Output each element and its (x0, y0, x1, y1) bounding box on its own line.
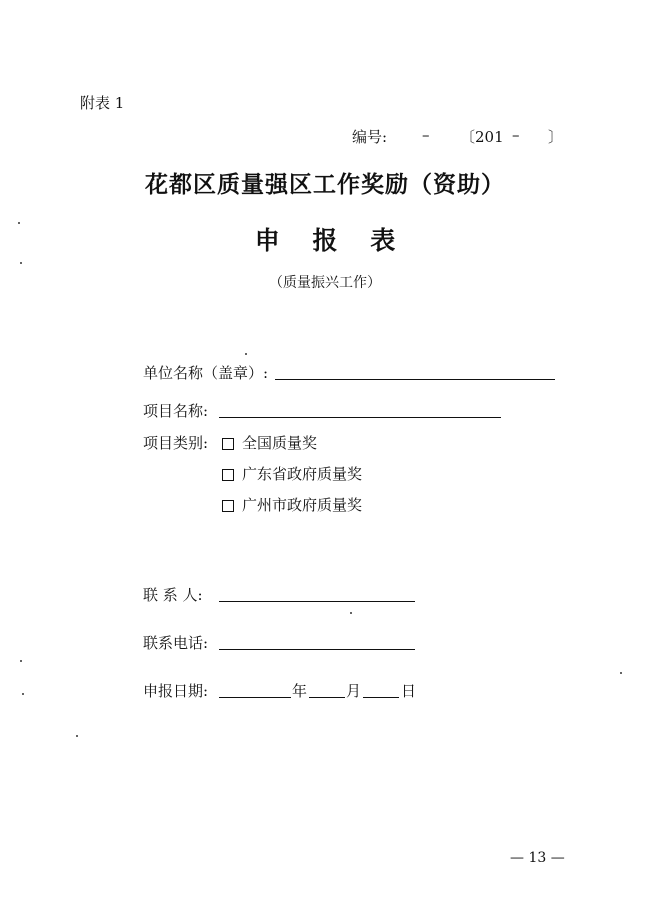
contact-person-label: 联 系 人: (143, 586, 203, 604)
scan-speck (18, 222, 20, 224)
page-number: — 13 — (510, 850, 565, 866)
scan-speck (245, 353, 247, 355)
scan-speck (20, 660, 22, 662)
date-day-field[interactable] (363, 697, 399, 698)
serial-number (352, 126, 563, 147)
guangzhou-quality-award-label: 广州市政府质量奖 (242, 496, 363, 514)
date-month-label: 月 (346, 682, 362, 700)
scan-speck (22, 693, 24, 695)
date-year-field[interactable] (219, 697, 291, 698)
scan-speck (20, 262, 22, 264)
serial-bracket-close: 〕 (548, 128, 564, 146)
serial-label: 编号: (352, 128, 388, 146)
guangdong-quality-award-label: 广东省政府质量奖 (242, 465, 363, 483)
serial-dash-1: – (422, 126, 430, 144)
scan-speck (620, 672, 622, 674)
project-type-label: 项目类别: (143, 434, 209, 452)
date-year-label: 年 (292, 682, 308, 700)
phone-label: 联系电话: (143, 634, 209, 652)
guangzhou-quality-award-checkbox[interactable] (222, 500, 234, 512)
date-day-label: 日 (401, 682, 417, 700)
national-quality-award-checkbox[interactable] (222, 438, 234, 450)
document-category: （质量振兴工作） (269, 275, 381, 291)
project-name-field[interactable] (219, 417, 501, 418)
guangdong-quality-award-checkbox[interactable] (222, 469, 234, 481)
serial-dash-2: – (512, 126, 520, 144)
project-name-label: 项目名称: (143, 402, 209, 420)
phone-field[interactable] (219, 649, 415, 650)
unit-name-field[interactable] (275, 379, 555, 380)
date-month-field[interactable] (309, 697, 345, 698)
document-title: 花都区质量强区工作奖励（资助） (145, 172, 505, 198)
unit-name-label: 单位名称（盖章）: (143, 364, 269, 382)
contact-person-field[interactable] (219, 601, 415, 602)
scan-speck (350, 612, 352, 614)
serial-year-prefix: 〔201 (460, 128, 504, 146)
attachment-label: 附表 1 (80, 94, 125, 112)
submission-date-label: 申报日期: (143, 682, 209, 700)
scan-speck (76, 735, 78, 737)
national-quality-award-label: 全国质量奖 (242, 434, 318, 452)
document-subtitle: 申 报 表 (254, 226, 408, 255)
